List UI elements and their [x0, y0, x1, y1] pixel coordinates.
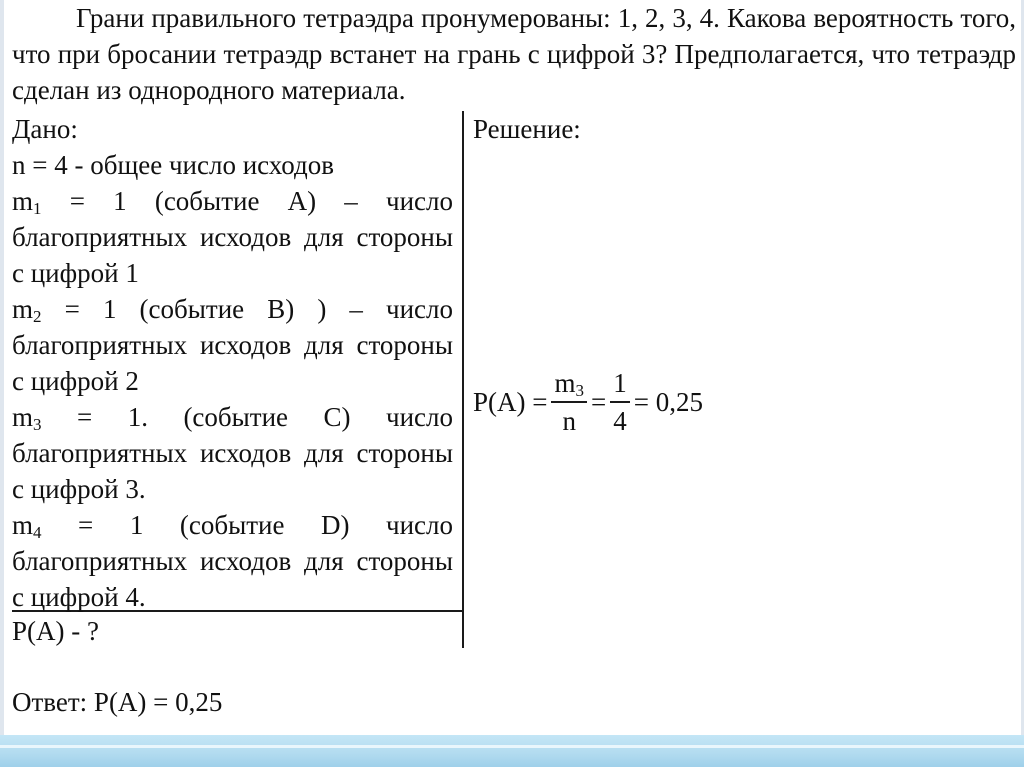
- formula-result: = 0,25: [633, 386, 703, 417]
- given-section: [12, 111, 453, 615]
- given-m1-item: [12, 183, 453, 291]
- given-n-line: n = 4 - общее число исходов: [12, 150, 334, 180]
- solution-title: Решение:: [473, 114, 581, 144]
- given-m3-item: [12, 399, 453, 507]
- fraction2-numerator: 1: [610, 367, 630, 403]
- fraction-numerator: [551, 367, 587, 403]
- fraction2-denominator: 4: [613, 406, 627, 436]
- m3-var: m: [12, 402, 34, 432]
- m3-sub: 3: [33, 415, 42, 434]
- m2-var: m: [12, 294, 34, 324]
- fraction-denominator: n: [562, 406, 576, 436]
- formula-equals: =: [591, 386, 607, 417]
- m2-text: = 1 (событие В) ) – число благоприятных исходов для стороны с цифрой 2: [12, 294, 453, 396]
- formula-lhs: Р(А) =: [473, 386, 548, 417]
- m2-sub: 2: [33, 307, 42, 326]
- m1-text: = 1 (событие А) – число благоприятных исходов для стороны с цифрой 1: [12, 186, 453, 288]
- m4-var: m: [12, 510, 34, 540]
- given-m4-item: [12, 507, 453, 615]
- numerator-var: m: [554, 368, 576, 398]
- problem-statement: Грани правильного тетраэдра пронумерованы: 1, 2, 3, 4. Какова вероятность того, что при бросании тетраэдр встанет на грань с цифрой 3? Предполагается, что тетраэдр сделан из однородного материала.: [12, 3, 1016, 105]
- left-border: [0, 0, 4, 735]
- answer-line: Ответ: Р(А) = 0,25: [12, 687, 223, 717]
- m3-text: = 1. (событие С) число благоприятных исходов для стороны с цифрой 3.: [12, 402, 453, 504]
- find-line: Р(А) - ?: [12, 616, 99, 646]
- m1-var: m: [12, 186, 34, 216]
- table-vertical-divider: [462, 111, 464, 648]
- m1-sub: 1: [33, 199, 42, 218]
- bottom-decorative-band: [0, 735, 1024, 767]
- given-m2-item: [12, 291, 453, 399]
- numerator-sub: 3: [575, 381, 584, 400]
- fraction-one-quarter: [610, 367, 630, 437]
- m4-sub: 4: [33, 523, 42, 542]
- m4-text: = 1 (событие D) число благоприятных исходов для стороны с цифрой 4.: [12, 510, 453, 612]
- probability-formula: [473, 362, 703, 442]
- fraction-m3-over-n: [551, 367, 587, 437]
- given-title: Дано:: [12, 114, 78, 144]
